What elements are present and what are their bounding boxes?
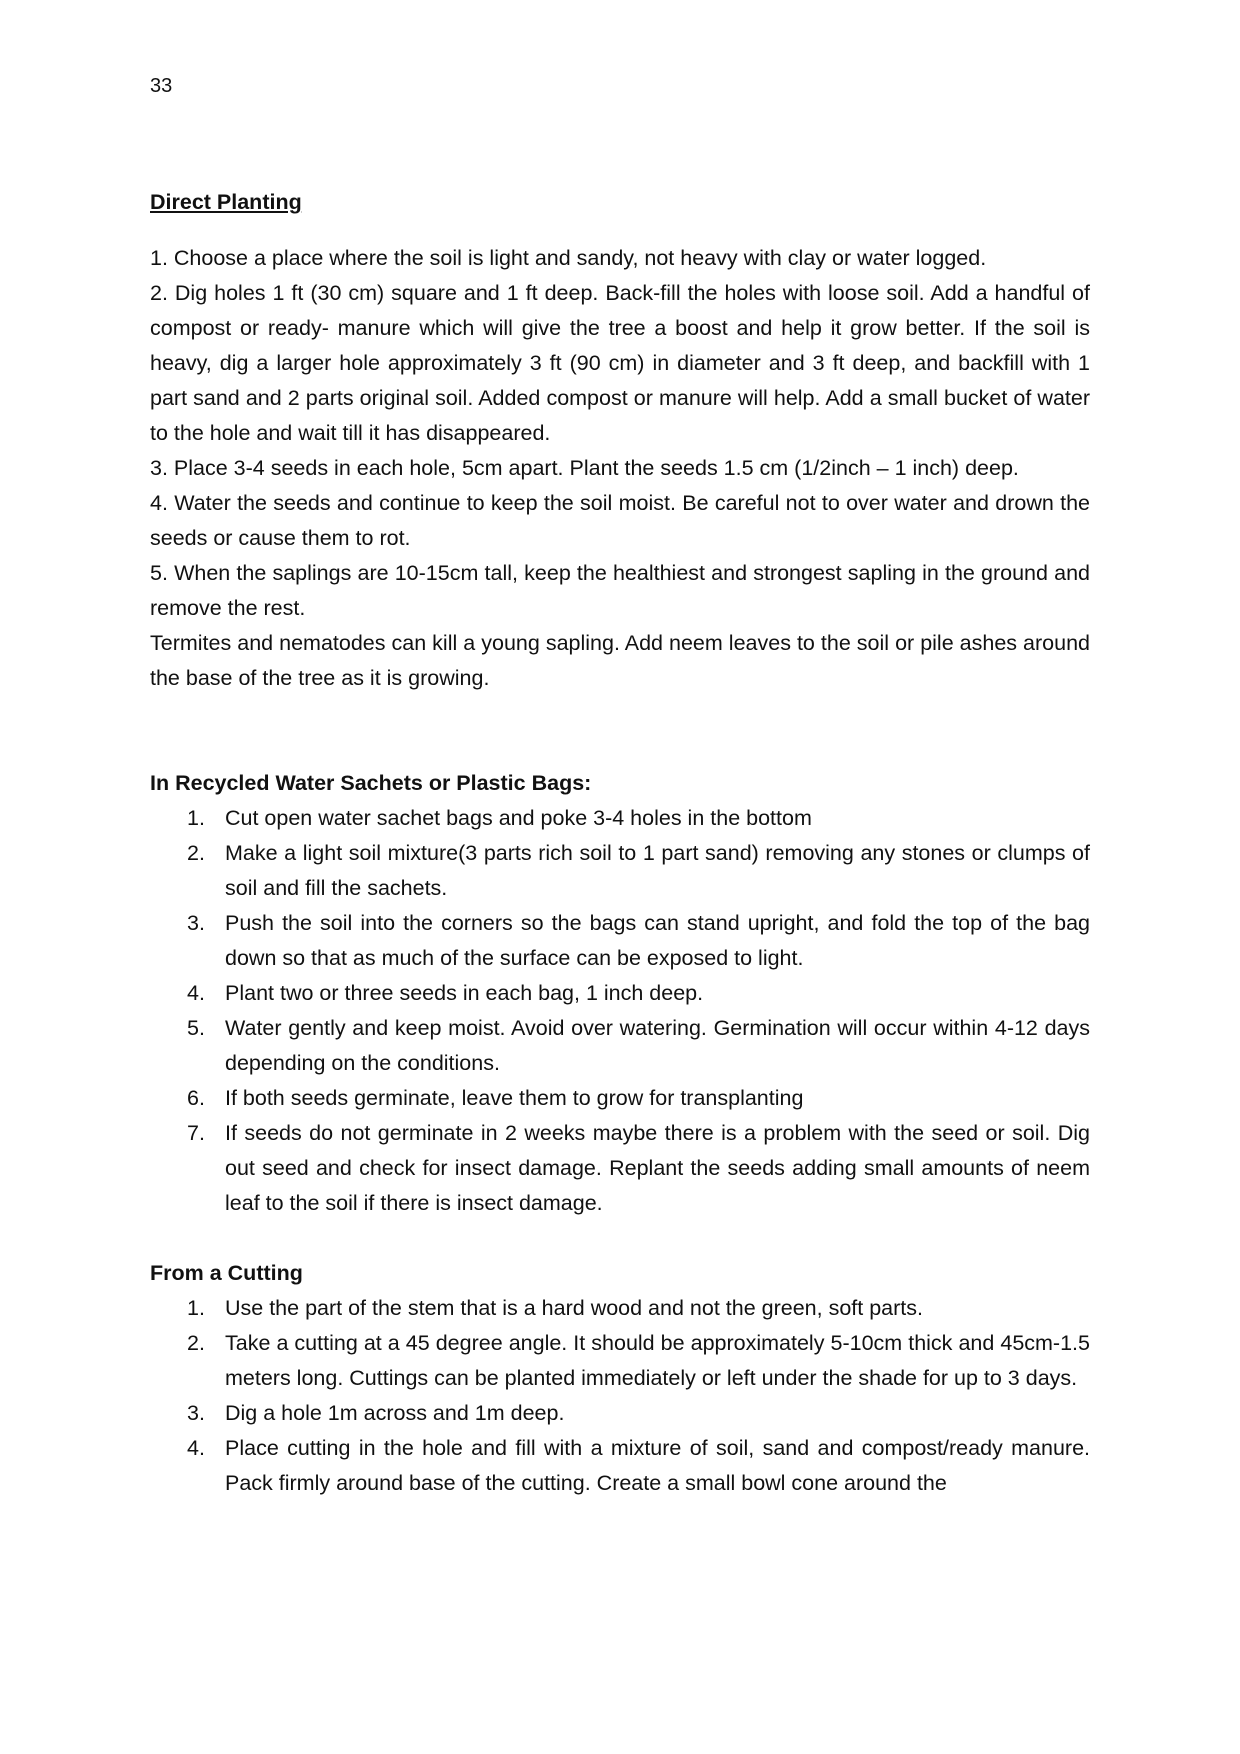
list-item-text: Place cutting in the hole and fill with a mixture of soil, sand and compost/ready manure. Pack firmly around base of the cutting. Create a small bowl cone around the: [225, 1436, 1090, 1495]
paragraph-step-3: 3. Place 3-4 seeds in each hole, 5cm apart. Plant the seeds 1.5 cm (1/2inch – 1 inch) deep.: [150, 456, 1019, 480]
list-item-number: 5.: [187, 1016, 205, 1040]
list-item-text: Water gently and keep moist. Avoid over watering. Germination will occur within 4-12 days depending on the conditions.: [225, 1016, 1090, 1075]
list-item-text: If both seeds germinate, leave them to grow for transplanting: [225, 1086, 804, 1110]
page-number: 33: [150, 75, 173, 97]
list-item-text: Dig a hole 1m across and 1m deep.: [225, 1401, 565, 1425]
list-item-number: 7.: [187, 1121, 205, 1145]
list-item-number: 4.: [187, 1436, 205, 1460]
list-item: [150, 1431, 1090, 1501]
list-item-text: Take a cutting at a 45 degree angle. It should be approximately 5-10cm thick and 45cm-1.5 meters long. Cuttings can be planted immediately or left under the shade for up to 3 days.: [225, 1331, 1090, 1390]
list-item-number: 4.: [187, 981, 205, 1005]
section-gap: [150, 1221, 1090, 1256]
list-item-number: 1.: [187, 1296, 205, 1320]
paragraph-step-2: 2. Dig holes 1 ft (30 cm) square and 1 ft deep. Back-fill the holes with loose soil. Add a handful of compost or ready- manure which will give the tree a boost and help it grow better. If the soil is heavy, dig a larger hole approximately 3 ft (90 cm) in diameter and 3 ft deep, and backfill with 1 part sand and 2 parts original soil. Added compost or manure will help. Add a small bucket of water to the hole and wait till it has disappeared.: [150, 281, 1090, 445]
section-gap: [150, 696, 1090, 766]
section-heading-direct-planting: Direct Planting: [150, 190, 302, 214]
list-item-number: 1.: [187, 806, 205, 830]
list-item-number: 2.: [187, 841, 205, 865]
list-item: [150, 1326, 1090, 1396]
list-item: [150, 1396, 1090, 1431]
section-heading-from-cutting: From a Cutting: [150, 1261, 303, 1285]
paragraph-step-5: 5. When the saplings are 10-15cm tall, keep the healthiest and strongest sapling in the ground and remove the rest.: [150, 561, 1090, 620]
list-item-text: Cut open water sachet bags and poke 3-4 holes in the bottom: [225, 806, 812, 830]
list-item-text: Plant two or three seeds in each bag, 1 inch deep.: [225, 981, 704, 1005]
paragraph-step-4: 4. Water the seeds and continue to keep the soil moist. Be careful not to over water and drown the seeds or cause them to rot.: [150, 491, 1090, 550]
list-item: [150, 1011, 1090, 1081]
paragraph-step-1: 1. Choose a place where the soil is light and sandy, not heavy with clay or water logged.: [150, 246, 987, 270]
list-item-text: Use the part of the stem that is a hard wood and not the green, soft parts.: [225, 1296, 923, 1320]
list-item-text: If seeds do not germinate in 2 weeks maybe there is a problem with the seed or soil. Dig out seed and check for insect damage. Replant the seeds adding small amounts of neem leaf to the soil if there is insect damage.: [225, 1121, 1090, 1215]
list-item: [150, 801, 1090, 836]
section-heading-water-sachets: In Recycled Water Sachets or Plastic Bags:: [150, 771, 592, 795]
list-item-text: Make a light soil mixture(3 parts rich soil to 1 part sand) removing any stones or clumps of soil and fill the sachets.: [225, 841, 1090, 900]
list-item-number: 6.: [187, 1086, 205, 1110]
list-item-number: 3.: [187, 911, 205, 935]
section-direct-planting: [150, 185, 1090, 696]
page-content: [150, 185, 1090, 1501]
section-water-sachets: [150, 766, 1090, 1221]
list-item: [150, 836, 1090, 906]
list-item: [150, 1116, 1090, 1221]
section-from-cutting: [150, 1256, 1090, 1501]
cutting-steps-list: [150, 1291, 1090, 1501]
list-item-number: 3.: [187, 1401, 205, 1425]
list-item: [150, 1291, 1090, 1326]
list-item: [150, 976, 1090, 1011]
list-item: [150, 1081, 1090, 1116]
sachets-steps-list: [150, 801, 1090, 1221]
list-item-text: Push the soil into the corners so the bags can stand upright, and fold the top of the bag down so that as much of the surface can be exposed to light.: [225, 911, 1090, 970]
list-item: [150, 906, 1090, 976]
paragraph-termites-note: Termites and nematodes can kill a young sapling. Add neem leaves to the soil or pile ashes around the base of the tree as it is growing.: [150, 631, 1090, 690]
list-item-number: 2.: [187, 1331, 205, 1355]
